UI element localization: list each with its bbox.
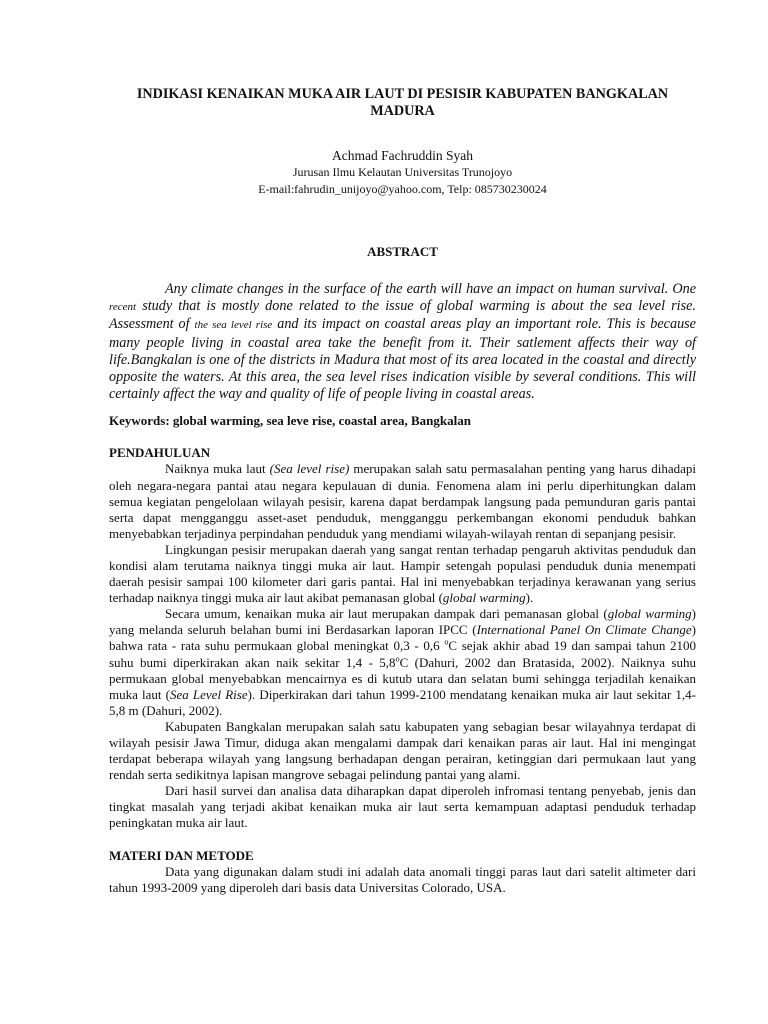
text-run: merupakan salah satu permasalahan penting yang harus dihadapi oleh negara-negara pantai atau negara kepulauan di dunia. Fenomena alam ini perlu diperhitungkan dalam semua kegiatan pengelolaan wilayah pesisir, karena dapat berdampak langsung pada pemunduran garis pantai serta dapat mengganggu asset-aset penduduk, mengganggu perkembangan ekonomi penduduk bahkan menyebabkan terjadinya perpindahan penduduk yang mendiami wilayah-wilayah rentan di sepanjang pesisir. [109, 461, 696, 541]
text-run: Lingkungan pesisir merupakan daerah yang sangat rentan terhadap pengaruh aktivitas penduduk dan kondisi alam terutama naiknya tinggi muka air laut. Hampir setengah populasi penduduk dunia menempati daerah pesisir sampai 100 kilometer dari garis pantai. Hal ini menyebabkan terjadinya kerawanan yang serius terhadap naiknya tinggi muka air laut akibat pemanasan global ( [109, 541, 696, 606]
section-heading-materi-dan-metode: MATERI DAN METODE [109, 847, 254, 863]
body-paragraph [109, 606, 696, 719]
text-run: C sejak akhir abad 19 dan sampai tahun 2100 suhu bumi diperkirakan akan naik sekitar 1,4 - 5,8 [109, 638, 697, 670]
italic-term: global warming [442, 590, 526, 606]
section-heading-pendahuluan: PENDAHULUAN [109, 445, 211, 461]
paper-title [109, 86, 696, 120]
keywords: Keywords: global warming, sea leve rise, coastal area, Bangkalan [109, 413, 471, 429]
author-name: Achmad Fachruddin Syah [332, 148, 473, 163]
italic-term: International Panel On Climate Change [476, 622, 692, 638]
text-run: Secara umum, kenaikan muka air laut merupakan dampak dari pemanasan global ( [165, 606, 608, 622]
abstract-text-small: the sea level rise [194, 319, 273, 332]
body-paragraph [109, 542, 696, 606]
italic-term: (Sea level rise) [269, 461, 350, 477]
body-paragraph: Kabupaten Bangkalan merupakan salah satu kabupaten yang sebagian besar wilayahnya terdapat di wilayah pesisir Jawa Timur, diduga akan mengalami dampak dari kenaikan paras air laut. Hal ini mengingat terdapat beberapa wilayah yang langsung berhadapan dengan perairan, ketinggian dari permukaan laut yang rendah serta sedikitnya lapisan mangrove sebagai pelindung pantai yang alami. [109, 718, 696, 783]
text-run: Naiknya muka laut [165, 461, 270, 477]
italic-term: global warming [607, 606, 692, 622]
abstract-text-small: recent [109, 301, 137, 314]
author-affiliation: Jurusan Ilmu Kelautan Universitas Trunojoyo [292, 165, 513, 179]
abstract-text-part: and its impact on coastal areas play an important role. This is because many people living in coastal area take the benefit from it. Their satlement affects their way of life.Bangkalan is one of the districts in Madura that most of its area located in the coastal and directly opposite the waters. At this area, the sea level rises indication visible by several conditions. This will certainly affect the way and quality of life of people living in coastal areas. [109, 316, 696, 403]
body-paragraph: Data yang digunakan dalam studi ini adalah data anomali tinggi paras laut dari satelit altimeter dari tahun 1993-2009 yang diperoleh dari basis data Universitas Colorado, USA. [109, 863, 696, 895]
text-run: ) yang melanda seluruh belahan bumi ini Berdasarkan laporan IPCC ( [109, 606, 696, 638]
degree-superscript: o [444, 638, 449, 648]
abstract-heading: ABSTRACT [367, 244, 438, 259]
degree-superscript: o [395, 654, 400, 664]
title-line-1: INDIKASI KENAIKAN MUKA AIR LAUT DI PESISIR KABUPATEN BANGKALAN [136, 86, 669, 102]
text-run: ). Diperkirakan dari tahun 1999-2100 mendatang kenaikan muka air laut sekitar 1,4-5,8 m (Dahuri, 2002). [109, 686, 696, 718]
abstract-text-part: study that is mostly done related to the issue of global warming is about the sea level rise. Assessment of [109, 298, 696, 333]
author-contact: E-mail:fahrudin_unijoyo@yahoo.com, Telp: 085730230024 [258, 182, 547, 196]
body-paragraph [109, 461, 696, 541]
abstract-text [109, 281, 696, 403]
title-line-2: MADURA [370, 103, 435, 119]
abstract-text-part: Any climate changes in the surface of the earth will have an impact on human survival. One [165, 281, 696, 297]
section-spacer [109, 832, 696, 848]
body-paragraph: Dari hasil survei dan analisa data diharapkan dapat diperoleh infromasi tentang penyebab, jenis dan tingkat masalah yang terjadi akibat kenaikan muka air laut serta kemampuan adaptasi penduduk terhadap peningkatan muka air laut. [109, 783, 696, 831]
text-run: ). [525, 590, 534, 606]
text-run: ) bahwa rata - rata suhu permukaan global meningkat 0,3 - 0,6 [109, 622, 697, 654]
text-run: C (Dahuri, 2002 dan Bratasida, 2002). Naiknya suhu permukaan global menyebabkan mencairnya es di kutub utara dan selatan bumi sehingga terjadilah kenaikan muka laut ( [109, 654, 696, 702]
italic-term: Sea Level Rise [170, 686, 248, 702]
